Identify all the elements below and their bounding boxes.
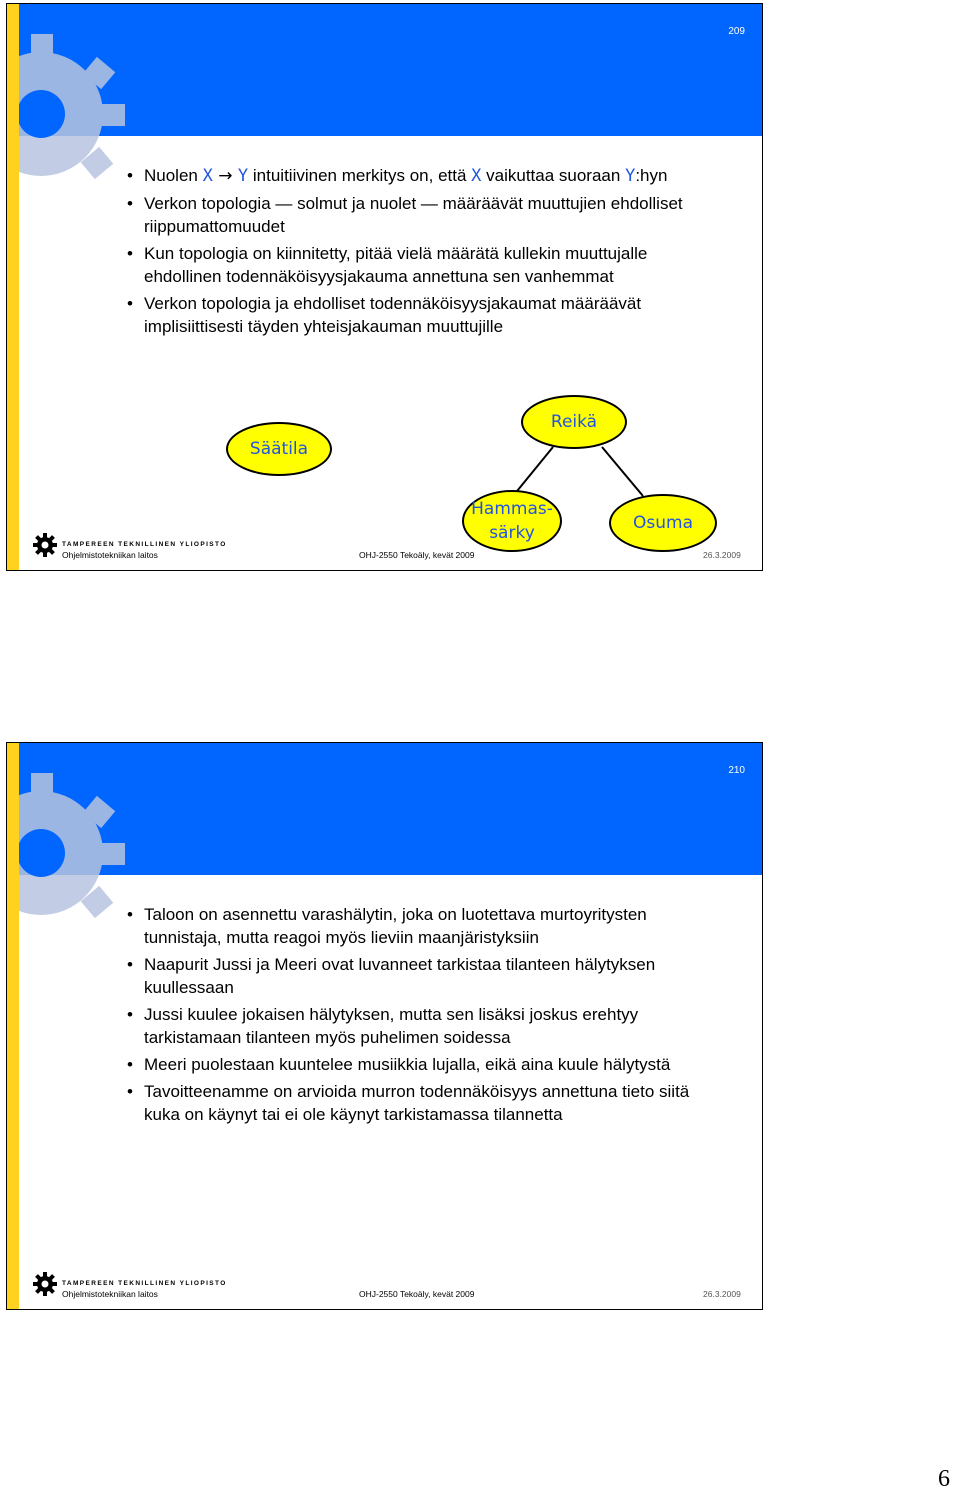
bullet-item: • Naapurit Jussi ja Meeri ovat luvanneet tarkistaa tilanteen hälytyksen kuullessaan bbox=[127, 953, 707, 999]
slide-number: 209 bbox=[728, 26, 745, 37]
bullet-text: vaikuttaa suoraan bbox=[481, 166, 626, 185]
course-name: OHJ-2550 Tekoäly, kevät 2009 bbox=[359, 550, 475, 560]
department-name: Ohjelmistotekniikan laitos bbox=[62, 550, 158, 560]
footer-date: 26.3.2009 bbox=[703, 1289, 741, 1299]
university-name: TAMPEREEN TEKNILLINEN YLIOPISTO bbox=[62, 541, 227, 548]
department-name: Ohjelmistotekniikan laitos bbox=[62, 1289, 158, 1299]
page-number: 6 bbox=[938, 1466, 950, 1492]
tut-logo-icon bbox=[33, 1272, 57, 1296]
bullet-item: • Verkon topologia ja ehdolliset todennäköisyysjakaumat määräävät implisiittisesti täyden yhteisjakauman muuttujille bbox=[127, 292, 707, 338]
node-label: särky bbox=[489, 523, 535, 543]
node-osuma: Osuma bbox=[609, 494, 717, 552]
bullet-item: • Verkon topologia — solmut ja nuolet — määräävät muuttujien ehdolliset riippumattomuudet bbox=[127, 192, 707, 238]
university-name: TAMPEREEN TEKNILLINEN YLIOPISTO bbox=[62, 1280, 227, 1287]
accent-bar bbox=[7, 743, 19, 1309]
bullet-list bbox=[127, 903, 707, 1130]
node-label: Hammas- bbox=[471, 499, 553, 519]
node-reika: Reikä bbox=[521, 395, 627, 449]
footer-date: 26.3.2009 bbox=[703, 550, 741, 560]
node-saatila: Säätila bbox=[226, 422, 332, 476]
bullet-item: • Jussi kuulee jokaisen hälytyksen, mutta sen lisäksi joskus erehtyy tarkistamaan tilanteen myös puhelimen soidessa bbox=[127, 1003, 707, 1049]
course-name: OHJ-2550 Tekoäly, kevät 2009 bbox=[359, 1289, 475, 1299]
variable-y: Y bbox=[625, 166, 636, 186]
variable-x: X bbox=[202, 166, 213, 186]
node-hammassarky bbox=[462, 490, 562, 552]
bullet-item: • Tavoitteenamme on arvioida murron todennäköisyys annettuna tieto siitä kuka on käynyt tai ei ole käynyt tarkistamassa tilannetta bbox=[127, 1080, 707, 1126]
bullet-item: • Kun topologia on kiinnitetty, pitää vielä määrätä kullekin muuttujalle ehdollinen todennäköisyysjakauma annettuna sen vanhemmat bbox=[127, 242, 707, 288]
variable-y: Y bbox=[237, 166, 249, 186]
bullet-text: :hyn bbox=[635, 166, 668, 185]
bullet-text: intuitiivinen merkitys on, että bbox=[248, 166, 472, 185]
bullet-item: • Taloon on asennettu varashälytin, joka on luotettava murtoyritysten tunnistaja, mutta reagoi myös lieviin maanjäristyksiin bbox=[127, 903, 707, 949]
slide-209 bbox=[6, 3, 763, 571]
network-edges bbox=[7, 4, 763, 571]
tut-logo-icon bbox=[33, 533, 57, 557]
slide-number: 210 bbox=[728, 765, 745, 776]
bullet-text: Nuolen bbox=[144, 166, 203, 185]
gear-icon bbox=[11, 743, 141, 933]
bullet-item: • Meeri puolestaan kuuntelee musiikkia lujalla, eikä aina kuule hälytystä bbox=[127, 1053, 707, 1076]
variable-x: X bbox=[471, 166, 482, 186]
arrow-symbol: → bbox=[212, 166, 238, 186]
slide-210 bbox=[6, 742, 763, 1310]
